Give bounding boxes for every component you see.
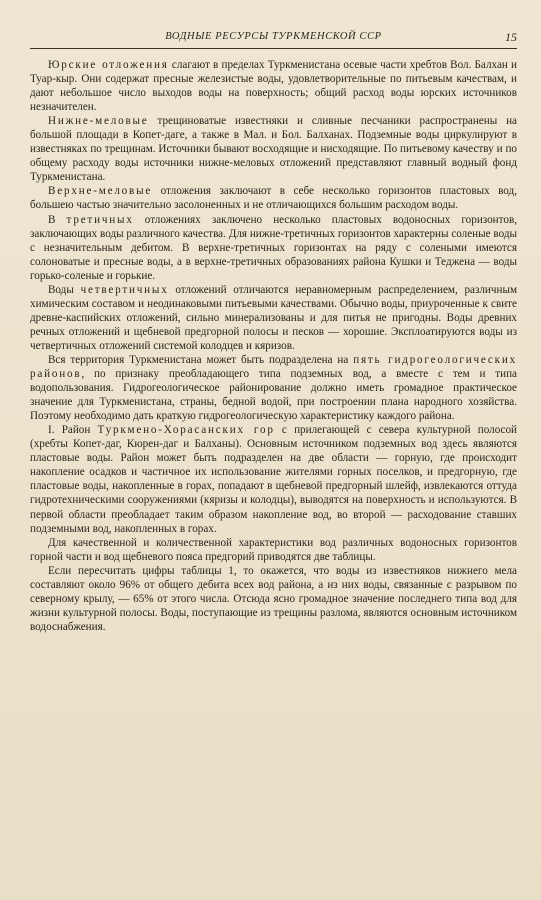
paragraph-text: отложений отличаются неравномерным распределением, различным химическим составом и неодинаковыми питьевыми качествами. Обычно воды, приуроченные к свите древне-каспийских отложений, сильно минерализованы и для питья не пригодны. Воды древних речных отложений и щебневой предгорной полосы и песков — хорошие. Эксплоатируются воды из четвертичных отложений системой колодцев и кяризов. <box>30 283 517 352</box>
paragraph-text: , по признаку преобладающего типа подземных вод, а вместе с тем и типа водопользования. Гидрогеологическое районирование должно иметь громадное практическое значение для Туркменистана, страны, бедной водой, при построении плана народного хозяйства. Поэтому необходимо дать краткую гидрогеологическую характеристику каждого района. <box>30 368 517 423</box>
paragraph-text: с прилегающей с севера культурной полосой (хребты Копет-даг, Кюрен-даг и Балханы). Основным источником подземных вод здесь являются пластовые воды. Район может быть подразделен на две области — горную, где происходит накопление осадков и частичное их использование жителями горных поселков, и предгорную, где пластовые воды, накопленные в горах, попадают в щебневой предгорный шлейф, извлекаются оттуда гидротехническими сооружениями (кяризы и колодцы), выводятся на поверхность и используются. В первой области преобладает таким образом накопление вод, во второй — расходование ставших подземными вод, накопленных в горах. <box>30 424 518 535</box>
spaced-term: пять гидрогеологических районов <box>30 353 517 381</box>
page-number: 15 <box>505 30 517 44</box>
paragraph-lower-cretaceous <box>30 114 517 184</box>
spaced-term: Туркмено-Хорасанских гор <box>97 424 275 437</box>
paragraph-table-one <box>30 564 517 634</box>
paragraph-prefix: Вся территория Туркменистана может быть подразделена на <box>48 353 354 366</box>
paragraph-tertiary <box>30 213 517 283</box>
paragraph-region-one <box>30 423 517 535</box>
spaced-term: Юрские отложения <box>48 59 169 71</box>
paragraph-jurassic <box>30 58 517 114</box>
spaced-term: Нижне-меловые <box>48 115 149 128</box>
spaced-term: третичных <box>66 213 134 226</box>
paragraph-quaternary <box>30 283 517 353</box>
paragraph-tables-intro <box>30 536 517 564</box>
paragraph-prefix: I. Район <box>48 424 98 437</box>
paragraph-prefix: В <box>48 213 67 226</box>
paragraph-upper-cretaceous <box>30 184 517 212</box>
page-body <box>30 58 517 634</box>
paragraph-text: отложения заключают в себе несколько горизонтов пластовых вод, большею частью значительно засолоненных и не отличающихся большим расходом воды. <box>30 185 517 212</box>
spaced-term: четвертичных <box>80 283 169 296</box>
running-title: ВОДНЫЕ РЕСУРСЫ ТУРКМЕНСКОЙ ССР <box>165 31 382 42</box>
paragraph-text: слагают в пределах Туркменистана осевые части хребтов Вол. Балхан и Туар-кыр. Они содержат пресные железистые воды, удовлетворительные по питьевым качествам, и дают небольшое число выходов воды на поверхность; общий расход воды юрских источников незначителен. <box>30 59 518 114</box>
paragraph-text: Для качественной и количественной характеристики вод различных водоносных горизонтов горной части и вод щебневого пояса предгорий приводятся две таблицы. <box>30 536 517 563</box>
paragraph-text: Если пересчитать цифры таблицы 1, то окажется, что воды из известняков нижнего мела составляют около 96% от общего дебита всех вод района, а из них воды, связанные с разрывом по северному крылу, — 65% от этого числа. Отсюда ясно громадное значение последнего типа вод для жизни культурной полосы. Воды, поступающие из трещины разлома, являются основным источником водоснабжения. <box>30 564 517 633</box>
paragraph-text: отложениях заключено несколько пластовых водоносных горизонтов, заключающих воды различного качества. Для нижне-третичных горизонтов характерны соленые воды с незначительным дебитом. В верхне-третичных горизонтах на ряду с солеными имеются солоноватые и пресные воды, а в верхне-третичных образованиях района Кушки и Теджена — воды горько-соленые и горькие. <box>30 213 517 282</box>
paragraph-regions <box>30 353 517 423</box>
spaced-term: Верхне-меловые <box>48 185 153 198</box>
page-header <box>30 30 517 49</box>
paragraph-text: трещиноватые известняки и сливные песчаники распространены на большой площади в Копет-даге, а также в Мал. и Бол. Балханах. Подземные воды циркулируют в известняках по трещинам. Источники бывают восходящие и нисходящие. По питьевому качеству и по общему расходу воды источники нижне-меловых отложений представляют главный водный фонд Туркменистана. <box>30 115 517 184</box>
paragraph-prefix: Воды <box>48 283 81 296</box>
